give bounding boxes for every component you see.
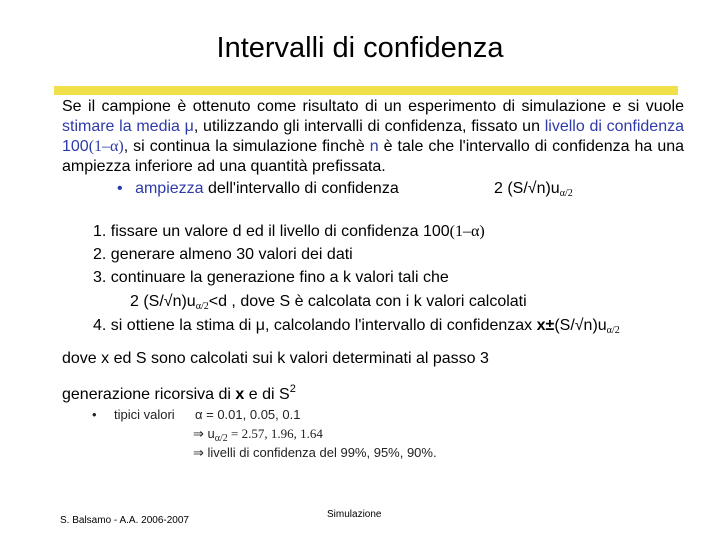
recursive-s: S — [279, 386, 290, 403]
intro-text: , utilizzando gli intervalli di confidenza, fissato un — [193, 118, 545, 135]
ampiezza-formula — [494, 180, 573, 198]
typical-u — [193, 426, 323, 442]
intro-paragraph — [62, 97, 684, 177]
step-1-text: 1. fissare un valore d ed il livello di confidenza 100 — [93, 223, 450, 240]
highlight-stimare-media: stimare la media μ — [62, 118, 194, 135]
typical-bullet-mark: • — [92, 407, 97, 422]
highlight-livello-confidenza: livello di confidenza 100 — [62, 118, 685, 155]
u-values: = 2.57, 1.96, 1.64 — [227, 426, 323, 441]
u-subscript: α/2 — [214, 433, 228, 444]
recursive-x: x — [235, 386, 245, 403]
intro-text: Se il campione è ottenuto come risultato di un esperimento di simulazione e si vuole — [62, 98, 684, 115]
footer-topic: Simulazione — [327, 509, 382, 520]
typical-alpha: α = 0.01, 0.05, 0.1 — [195, 407, 301, 422]
step-3-condition — [130, 293, 527, 311]
formula-text: 2 (S/√n)u — [494, 180, 560, 197]
formula-subscript: α/2 — [559, 188, 573, 199]
footer-author: S. Balsamo - A.A. 2006-2007 — [60, 515, 189, 526]
ampiezza-term: ampiezza — [135, 180, 204, 197]
intro-text: è tale che l'intervallo di confidenza ha una ampiezza inferiore ad una quantità prefissata. — [62, 138, 685, 175]
recursive-text: generazione ricorsiva di — [62, 386, 236, 403]
highlight-n: n — [369, 138, 379, 155]
recursive-mid: e di — [244, 386, 280, 403]
step-1 — [93, 223, 485, 241]
step-3: 3. continuare la generazione fino a k valori tali che — [93, 269, 449, 286]
bullet-ampiezza — [117, 180, 399, 198]
intro-text: , si continua la simulazione finchè — [123, 138, 370, 155]
recursive-generation — [62, 383, 296, 404]
step-4 — [93, 317, 620, 335]
typical-levels: ⇒ livelli di confidenza del 99%, 95%, 90%. — [193, 445, 437, 460]
slide-title: Intervalli di confidenza — [216, 32, 504, 64]
step-4-text: 4. si ottiene la stima di μ, calcolando l'intervallo di confidenza — [93, 317, 525, 334]
highlight-one-minus-alpha: (1–α) — [88, 138, 124, 155]
step-4-subscript: α/2 — [606, 325, 620, 336]
condition-text: <d , dove S è calcolata con i k valori calcolati — [208, 293, 527, 310]
ampiezza-text: dell'intervallo di confidenza — [203, 180, 399, 197]
recursive-sup: 2 — [289, 383, 296, 395]
step-2: 2. generare almeno 30 valori dei dati — [93, 246, 353, 263]
step-4-formula: (S/√n)u — [554, 317, 607, 334]
condition-subscript: α/2 — [195, 301, 209, 312]
typical-label: tipici valori — [114, 407, 175, 422]
condition-formula: 2 (S/√n)u — [130, 293, 196, 310]
step-4-x: x — [524, 317, 537, 334]
step-1-formula: (1–α) — [449, 223, 485, 240]
bullet-mark: • — [117, 180, 123, 197]
u-text: ⇒ u — [193, 426, 215, 441]
title-underline-bar — [54, 86, 678, 95]
step-4-x-pm: x± — [536, 317, 555, 334]
note-text: dove x ed S sono calcolati sui k valori determinati al passo 3 — [62, 350, 489, 367]
